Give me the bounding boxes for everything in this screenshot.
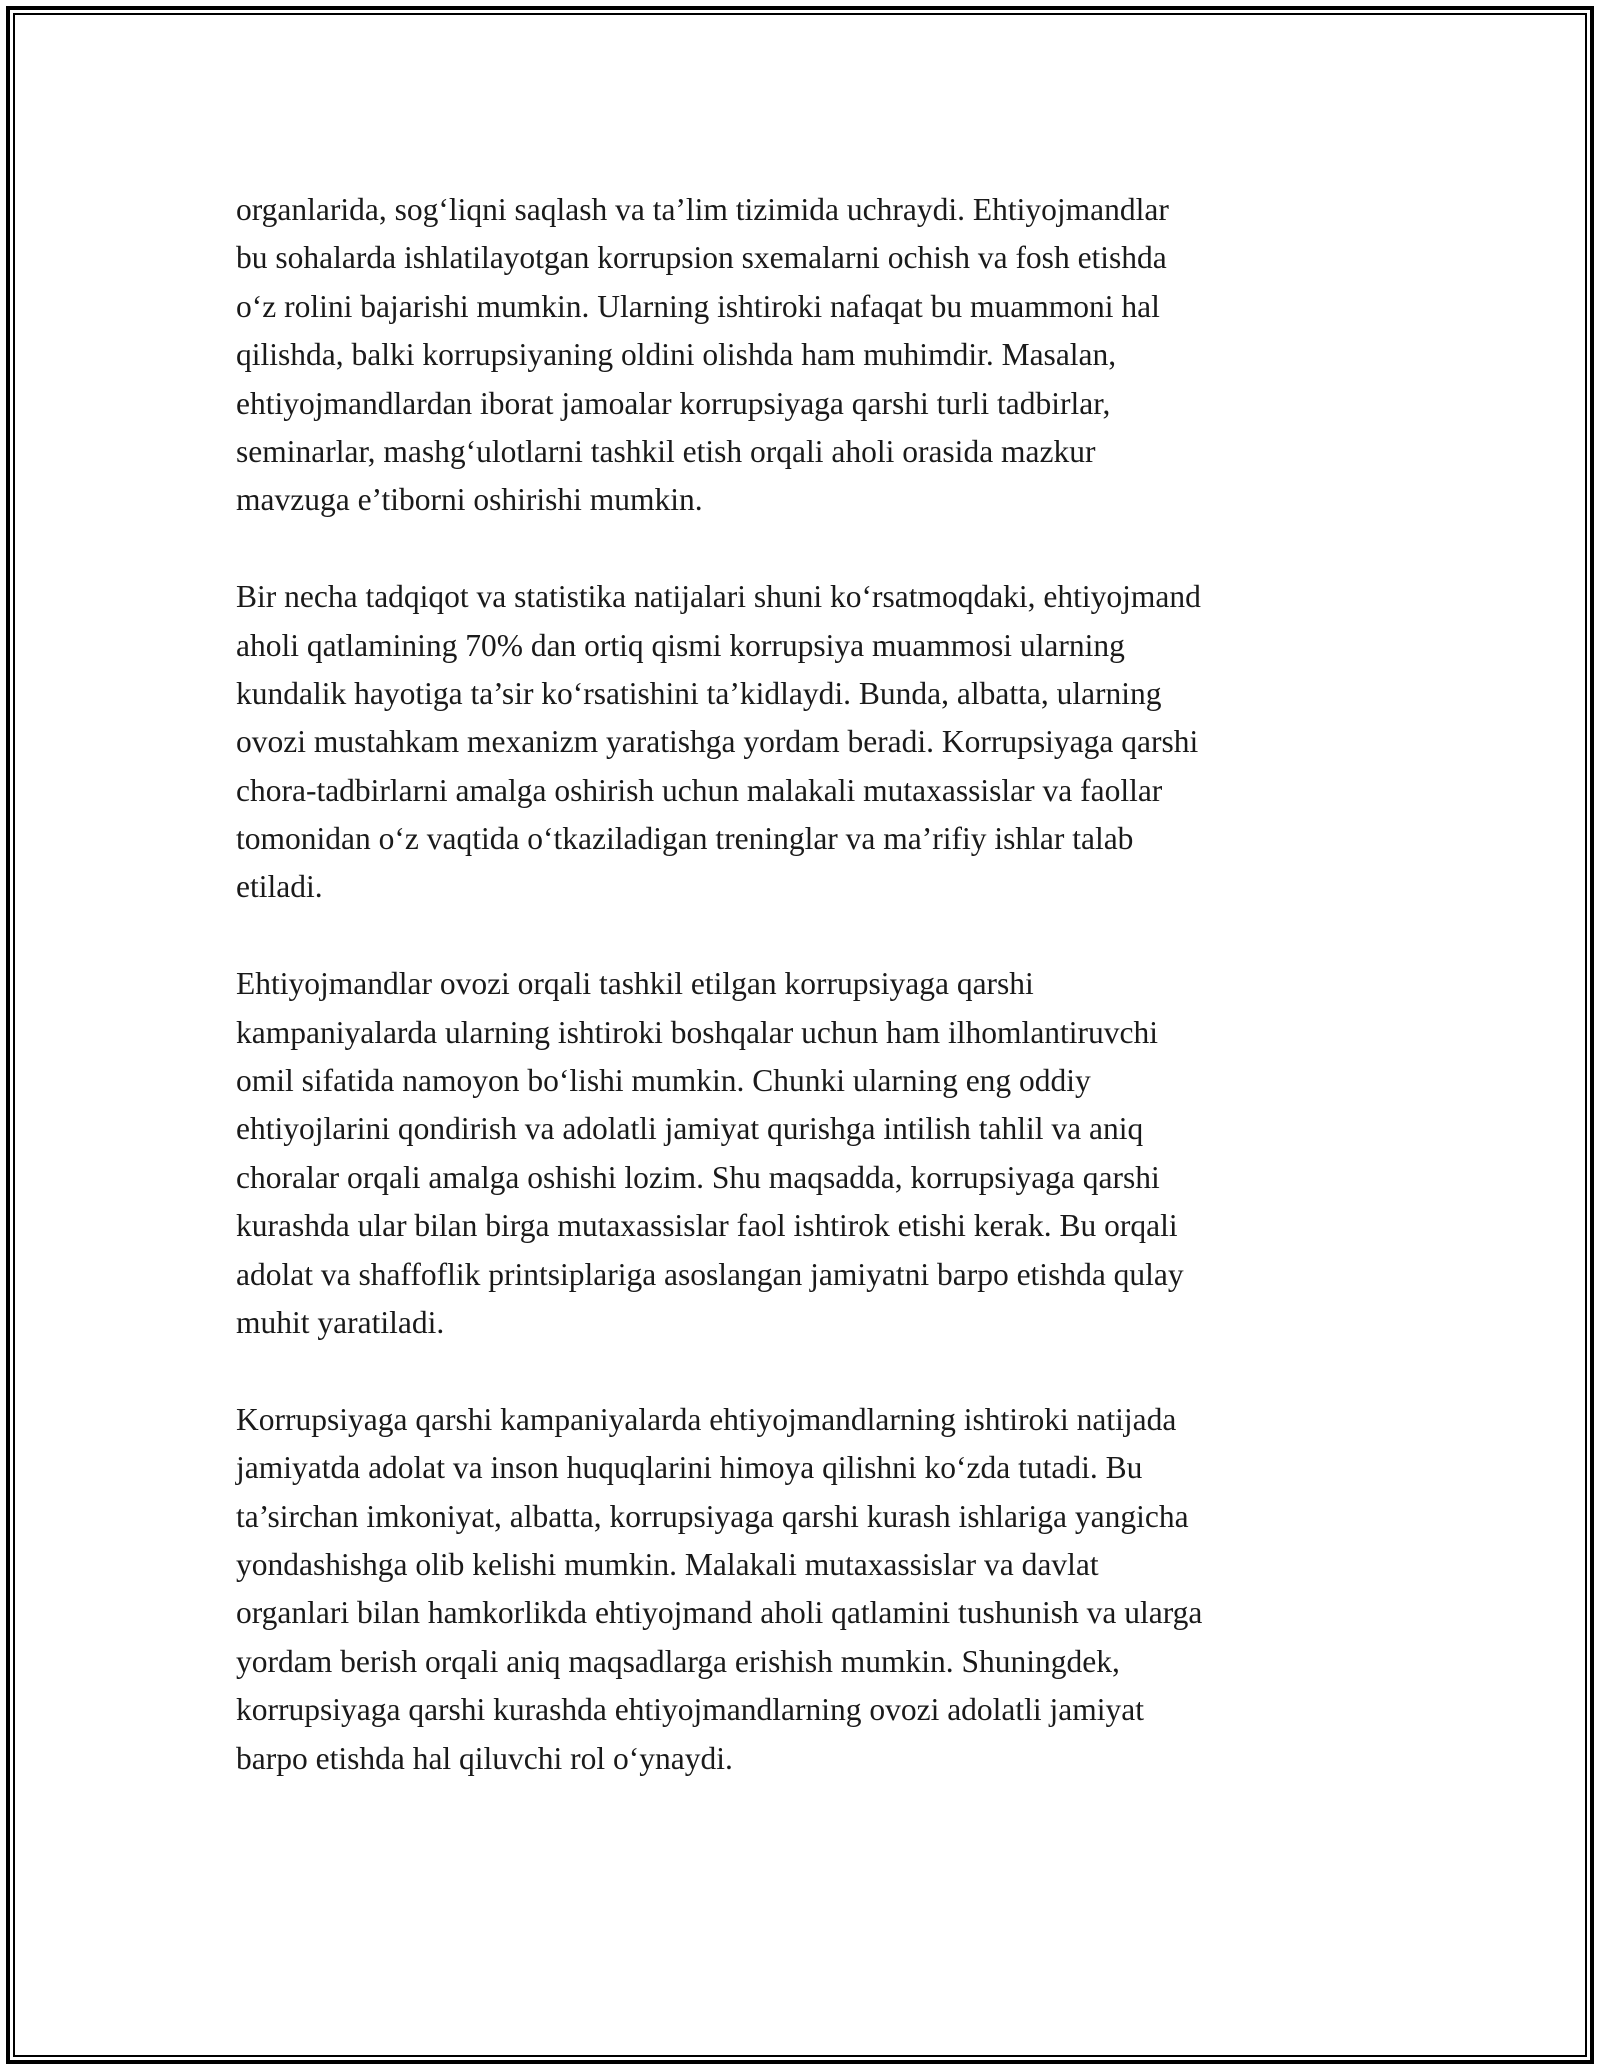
- text-line: bu sohalarda ishlatilayotgan korrupsion sxemalarni ochish va fosh etishda: [236, 240, 1167, 276]
- text-line: jamiyatda adolat va inson huquqlarini himoya qilishni ko‘zda tutadi. Bu: [236, 1450, 1143, 1486]
- text-line: muhit yaratiladi.: [236, 1304, 445, 1340]
- text-line: ovozi mustahkam mexanizm yaratishga yordam beradi. Korrupsiyaga qarshi: [236, 724, 1199, 760]
- text-line: ehtiyojmandlardan iborat jamoalar korrupsiyaga qarshi turli tadbirlar,: [236, 385, 1111, 421]
- text-line: Bir necha tadqiqot va statistika natijalari shuni ko‘rsatmoqdaki, ehtiyojmand: [236, 579, 1201, 615]
- text-line: choralar orqali amalga oshishi lozim. Shu maqsadda, korrupsiyaga qarshi: [236, 1159, 1160, 1195]
- text-line: tomonidan o‘z vaqtida o‘tkaziladigan treninglar va ma’rifiy ishlar talab: [236, 821, 1134, 857]
- text-line: Korrupsiyaga qarshi kampaniyalarda ehtiyojmandlarning ishtiroki natijada: [236, 1401, 1177, 1437]
- text-line: seminarlar, mashg‘ulotlarni tashkil etish orqali aholi orasida mazkur: [236, 433, 1096, 469]
- paragraph-4: [236, 1396, 1376, 1783]
- text-line: yondashishga olib kelishi mumkin. Malakali mutaxassislar va davlat: [236, 1546, 1099, 1582]
- text-line: o‘z rolini bajarishi mumkin. Ularning ishtiroki nafaqat bu muammoni hal: [236, 288, 1160, 324]
- text-line: yordam berish orqali aniq maqsadlarga erishish mumkin. Shuningdek,: [236, 1643, 1120, 1679]
- text-line: kundalik hayotiga ta’sir ko‘rsatishini ta’kidlaydi. Bunda, albatta, ularning: [236, 675, 1162, 711]
- text-line: kampaniyalarda ularning ishtiroki boshqalar uchun ham ilhomlantiruvchi: [236, 1014, 1159, 1050]
- text-line: kurashda ular bilan birga mutaxassislar faol ishtirok etishi kerak. Bu orqali: [236, 1208, 1178, 1244]
- text-line: korrupsiyaga qarshi kurashda ehtiyojmandlarning ovozi adolatli jamiyat: [236, 1692, 1145, 1728]
- text-line: omil sifatida namoyon bo‘lishi mumkin. Chunki ularning eng oddiy: [236, 1063, 1091, 1099]
- text-line: aholi qatlamining 70% dan ortiq qismi korrupsiya muammosi ularning: [236, 627, 1125, 663]
- text-line: organlarida, sog‘liqni saqlash va ta’lim tizimida uchraydi. Ehtiyojmandlar: [236, 192, 1169, 227]
- text-line: ehtiyojlarini qondirish va adolatli jamiyat qurishga intilish tahlil va aniq: [236, 1111, 1144, 1147]
- text-line: etiladi.: [236, 869, 323, 905]
- text-line: Ehtiyojmandlar ovozi orqali tashkil etilgan korrupsiyaga qarshi: [236, 966, 1034, 1002]
- text-line: barpo etishda hal qiluvchi rol o‘ynaydi.: [236, 1740, 733, 1776]
- paragraph-1: [236, 186, 1376, 525]
- paragraph-2: [236, 573, 1376, 912]
- text-line: chora-tadbirlarni amalga oshirish uchun malakali mutaxassislar va faollar: [236, 772, 1163, 808]
- document-body: [236, 186, 1376, 1831]
- text-line: qilishda, balki korrupsiyaning oldini olishda ham muhimdir. Masalan,: [236, 337, 1117, 373]
- text-line: ta’sirchan imkoniyat, albatta, korrupsiyaga qarshi kurash ishlariga yangicha: [236, 1498, 1189, 1534]
- text-line: adolat va shaffoflik printsiplariga asoslangan jamiyatni barpo etishda qulay: [236, 1256, 1184, 1292]
- text-line: organlari bilan hamkorlikda ehtiyojmand aholi qatlamini tushunish va ularga: [236, 1595, 1203, 1631]
- text-line: mavzuga e’tiborni oshirishi mumkin.: [236, 482, 703, 518]
- paragraph-3: [236, 960, 1376, 1347]
